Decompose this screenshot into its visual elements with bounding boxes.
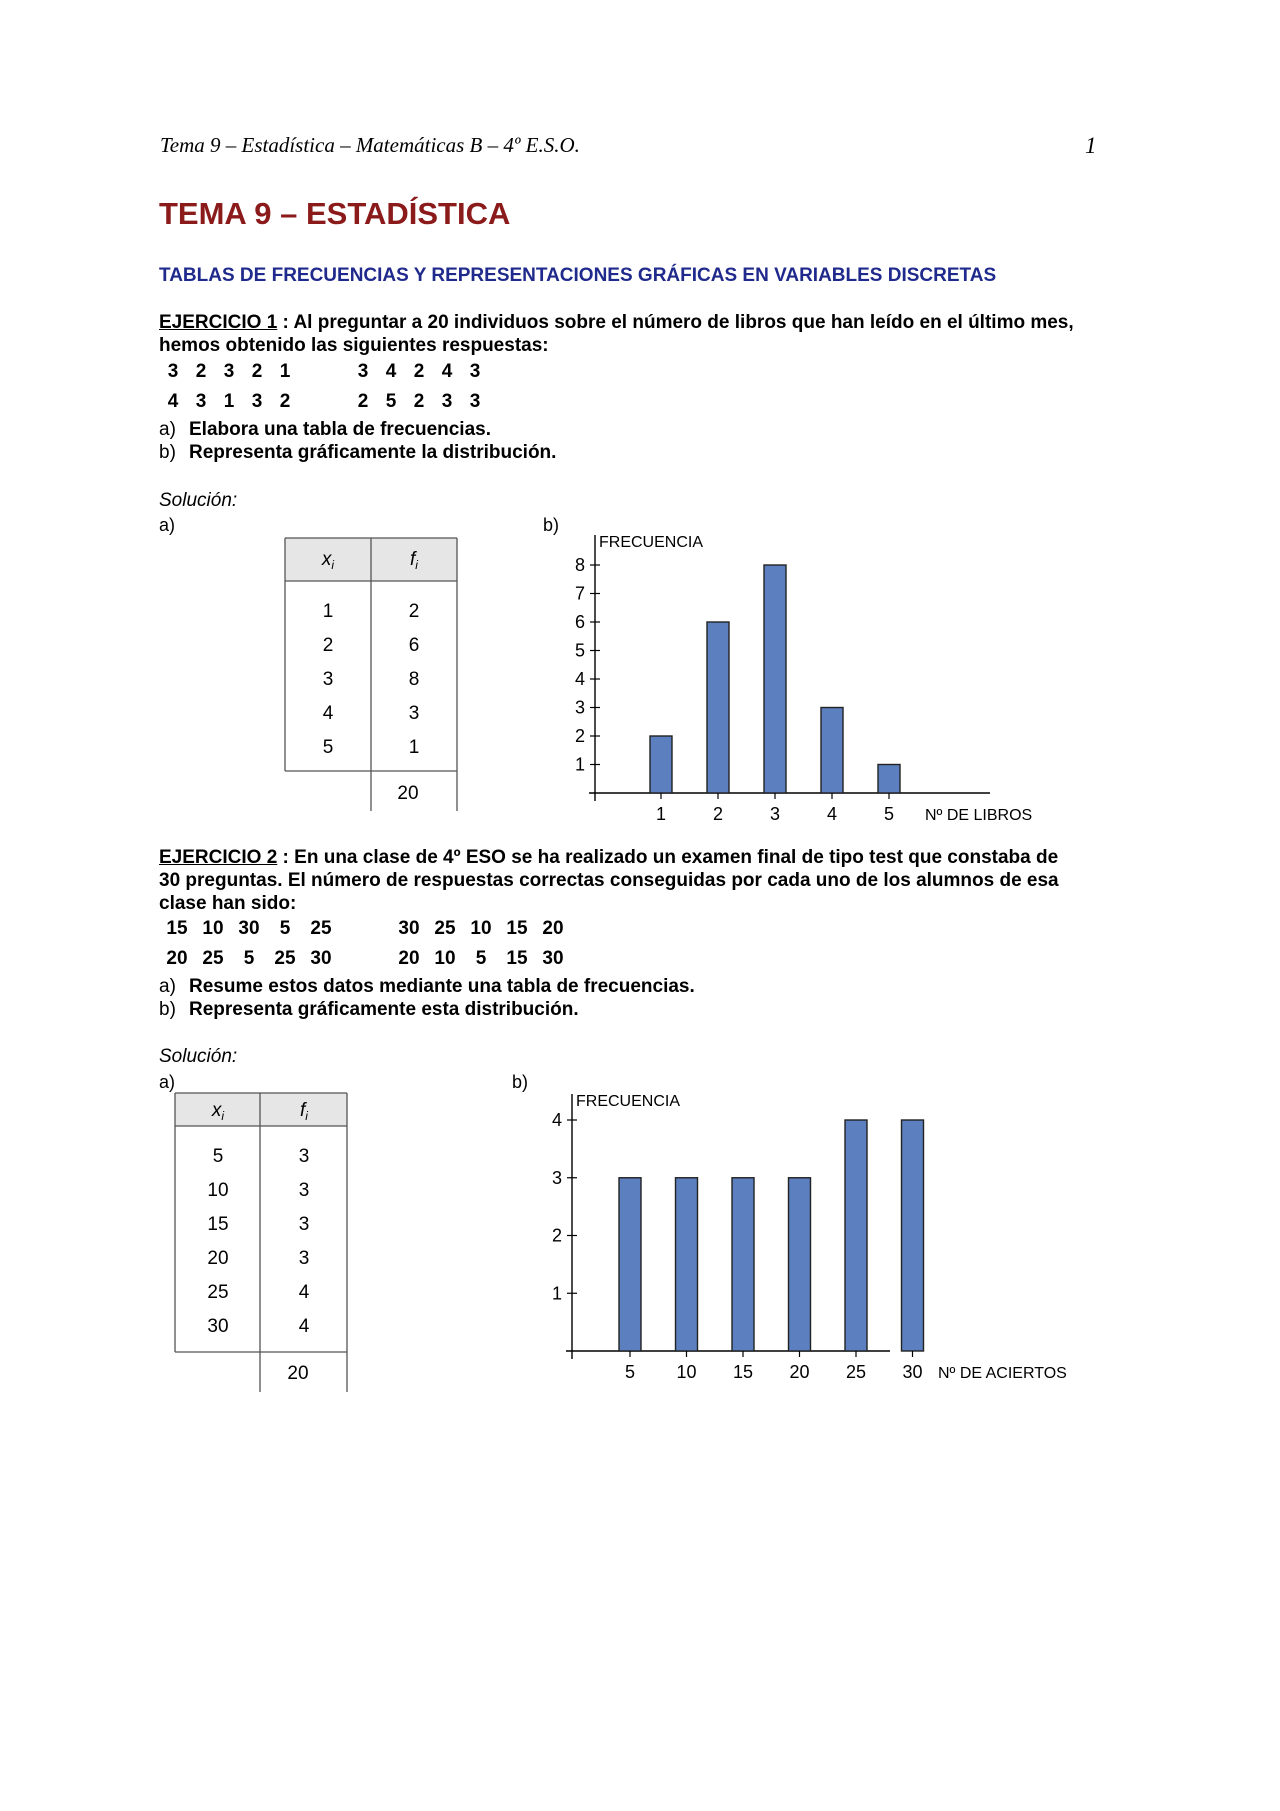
x-tick-label: 20	[789, 1362, 810, 1382]
bar	[732, 1178, 754, 1351]
y-tick-label: 1	[551, 1283, 562, 1304]
data-row: 3 2 3 2 1 3 4 2 4 3	[167, 361, 481, 382]
x-tick-label: 4	[826, 804, 838, 824]
col-header-x: $x_i$	[211, 1100, 225, 1123]
cell-f: 4	[298, 1282, 310, 1303]
x-tick-label: 3	[769, 804, 781, 824]
page-number: 1	[1085, 133, 1097, 158]
ex1-solucion: Solución:	[159, 490, 238, 511]
col-header-x: $x_i$	[321, 549, 335, 572]
bar	[789, 1178, 811, 1351]
col-header-f: $f_i$	[410, 549, 418, 572]
cell-f: 3	[298, 1248, 310, 1269]
cell-f: 6	[408, 635, 420, 656]
cell-x: 5	[212, 1146, 224, 1167]
y-tick-label: 3	[574, 697, 585, 718]
bar	[676, 1178, 698, 1351]
ex1-data	[159, 360, 489, 413]
cell-f: 8	[408, 669, 420, 690]
section-title: TABLAS DE FRECUENCIAS Y REPRESENTACIONES GRÁFICAS EN VARIABLES DISCRETAS	[159, 265, 997, 286]
ex1-frequency-table	[280, 535, 465, 815]
ex1-label: EJERCICIO 1	[159, 312, 278, 333]
bar	[619, 1178, 641, 1351]
cell-f: 3	[408, 703, 420, 724]
cell-total: 20	[287, 1363, 309, 1384]
cell-x: 10	[207, 1180, 229, 1201]
x-tick-label: 5	[624, 1362, 636, 1382]
cell-x: 30	[207, 1316, 229, 1337]
bar	[902, 1120, 924, 1351]
y-tick-label: 2	[551, 1225, 562, 1246]
bar	[878, 765, 900, 794]
x-tick-label: 15	[732, 1362, 754, 1382]
table-header-bg	[175, 1093, 347, 1126]
x-axis-label: Nº DE LIBROS	[925, 807, 1033, 824]
cell-f: 4	[298, 1316, 310, 1337]
cell-x: 1	[322, 601, 334, 622]
cell-f: 2	[408, 601, 420, 622]
data-row: 20 25 5 25 30 20 10 5 15 30	[166, 948, 564, 969]
page-title: TEMA 9 – ESTADÍSTICA	[159, 196, 511, 231]
cell-f: 3	[298, 1146, 310, 1167]
ex2-solucion: Solución:	[159, 1046, 238, 1067]
y-tick-label: 3	[551, 1167, 562, 1188]
ex2-frequency-table	[170, 1090, 355, 1395]
cell-f: 1	[408, 737, 420, 758]
bar	[650, 736, 672, 793]
x-tick-label: 1	[655, 804, 667, 824]
bar	[764, 565, 786, 793]
x-tick-label: 5	[883, 804, 895, 824]
cell-x: 5	[322, 737, 334, 758]
cell-x: 4	[322, 703, 334, 724]
ex2-bar-chart	[530, 1088, 1090, 1388]
bar	[845, 1120, 867, 1351]
x-tick-label: 2	[712, 804, 724, 824]
ex1-questions: a) Elabora una tabla de frecuencias. b) Representa gráficamente la distribución.	[159, 419, 557, 463]
ex2-statement: EJERCICIO 2 : En una clase de 4º ESO se ha realizado un examen final de tipo test que constaba de 30 preguntas. El número de respuestas correctas conseguidas por cada uno de los alumnos de esa clase han sido:	[159, 847, 1059, 914]
y-tick-label: 8	[574, 555, 585, 575]
running-header: Tema 9 – Estadística – Matemáticas B – 4º E.S.O.	[160, 133, 580, 157]
cell-x: 3	[322, 669, 334, 690]
ex1-b-label: b)	[543, 515, 560, 535]
cell-f: 3	[298, 1214, 310, 1235]
x-tick-label: 10	[676, 1362, 697, 1382]
bar	[707, 622, 729, 793]
ex2-a-label: a)	[159, 1072, 176, 1092]
ex2-b-label: b)	[512, 1072, 529, 1092]
ex2-questions: a) Resume estos datos mediante una tabla de frecuencias. b) Representa gráficamente esta distribución.	[159, 976, 695, 1020]
data-row: 4 3 1 3 2 2 5 2 3 3	[167, 391, 481, 412]
bar	[821, 708, 843, 794]
cell-x: 15	[207, 1214, 229, 1235]
cell-f: 3	[298, 1180, 310, 1201]
y-tick-label: 2	[574, 726, 585, 746]
y-axis-label: FRECUENCIA	[599, 534, 704, 551]
y-tick-label: 4	[551, 1110, 562, 1130]
ex1-bar-chart	[560, 530, 1060, 830]
y-tick-label: 7	[574, 583, 585, 604]
ex2-data	[159, 917, 571, 970]
x-tick-label: 30	[902, 1362, 923, 1382]
x-tick-label: 25	[845, 1362, 867, 1382]
ex2-label: EJERCICIO 2	[159, 847, 278, 868]
cell-total: 20	[397, 783, 419, 804]
cell-x: 2	[322, 635, 334, 656]
data-row: 15 10 30 5 25 30 25 10 15 20	[166, 918, 564, 939]
cell-x: 25	[207, 1282, 229, 1303]
y-tick-label: 1	[574, 754, 585, 775]
ex1-statement: EJERCICIO 1 : Al preguntar a 20 individuos sobre el número de libros que han leído en el último mes, hemos obtenido las siguientes respuestas:	[159, 312, 1074, 356]
col-header-f: $f_i$	[300, 1100, 308, 1123]
cell-x: 20	[207, 1248, 229, 1269]
y-axis-label: FRECUENCIA	[576, 1093, 681, 1110]
x-axis-label: Nº DE ACIERTOS	[938, 1365, 1067, 1382]
y-tick-label: 5	[574, 640, 585, 661]
y-tick-label: 6	[574, 612, 585, 632]
y-tick-label: 4	[574, 669, 585, 689]
ex1-a-label: a)	[159, 515, 176, 535]
